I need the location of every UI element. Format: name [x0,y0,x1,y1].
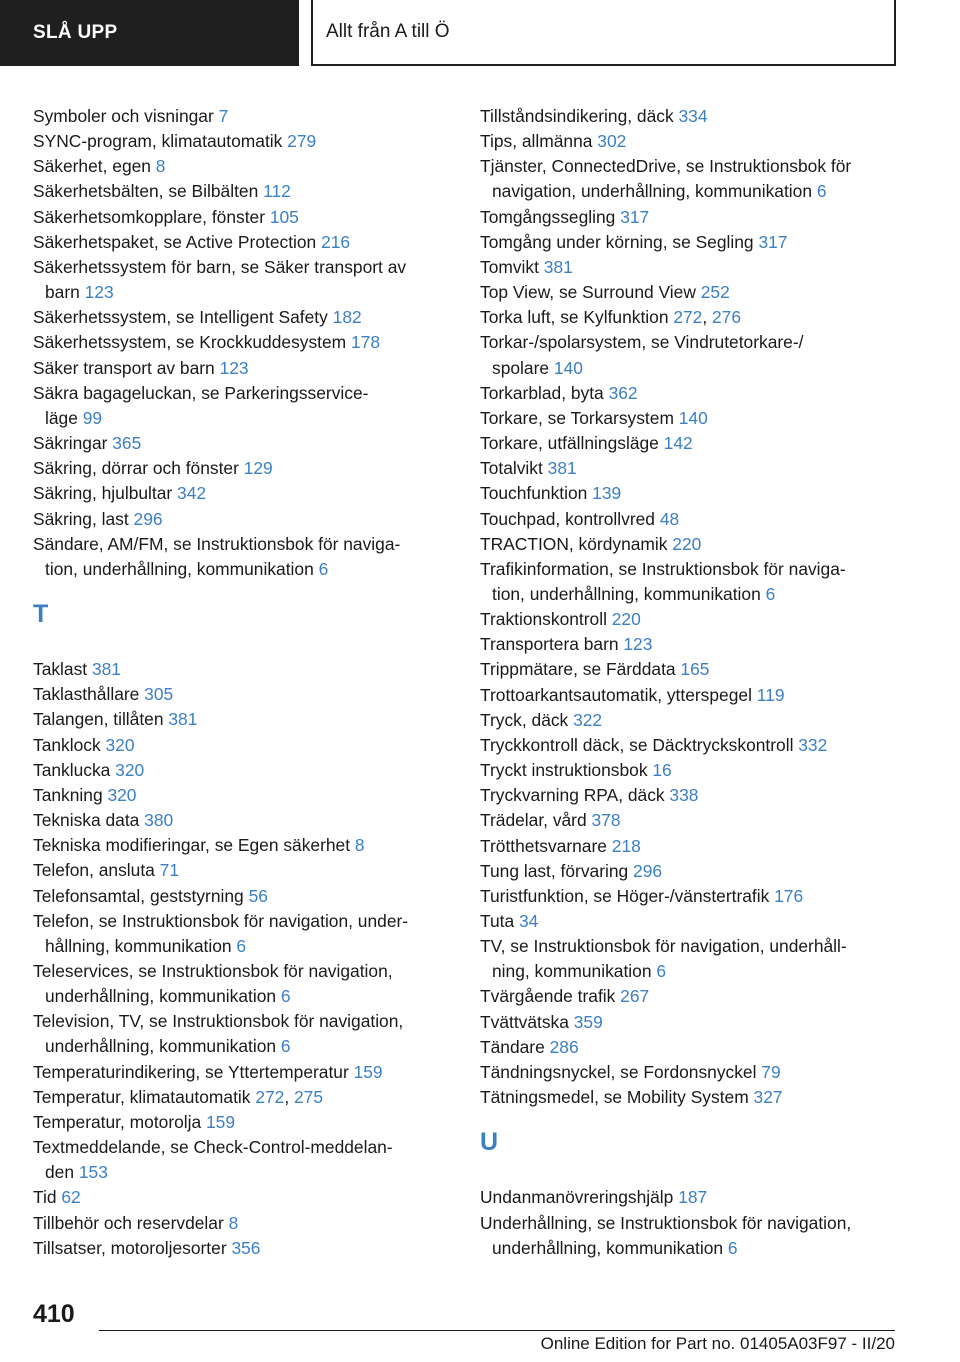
index-entry [33,129,463,154]
index-entry [33,255,463,305]
index-entry [33,682,463,707]
page-reference-link[interactable]: 334 [678,106,708,126]
index-letter-heading: U [480,1128,499,1157]
index-entry [33,305,463,330]
index-entry [480,255,910,280]
index-entry [480,456,910,481]
page-reference-link[interactable]: 62 [61,1187,81,1208]
index-entry-text: Tanklucka [33,759,116,780]
index-entry [33,1110,463,1135]
page-reference-link[interactable]: 286 [549,1036,579,1057]
index-entry-text: Tryckvarning RPA, däck [480,785,670,806]
index-entry [480,104,910,129]
index-entry-text: Trädelar, vård [480,810,592,831]
page-reference-link[interactable]: 296 [133,508,163,529]
index-entry-text: Torka luft, se Kylfunktion [480,307,674,328]
index-entry-text: underhållning, kommunikation [45,1036,281,1057]
index-entry-text: ning, kommunikation [492,961,657,982]
index-entry-text: Tid [33,1187,62,1208]
page-number: 410 [33,1300,75,1328]
page-reference-link[interactable]: 34 [518,911,539,931]
index-entry-text: Trafikinformation, se Instruktionsbok för naviga- [480,558,846,579]
page-reference-link[interactable]: 139 [592,483,622,504]
index-entry [480,481,910,506]
index-entry-text: navigation, underhållning, kommunikation [492,181,817,202]
index-entry [480,859,910,884]
index-entry-text: barn [45,282,85,303]
index-entry-text: Trippmätare, se Färddata [480,659,681,680]
index-entry [480,808,910,833]
page-reference-link[interactable]: 338 [669,785,699,806]
page-reference-link[interactable]: 6 [816,181,827,202]
index-entry-text: Symboler och visningar [33,106,219,126]
page-reference-link[interactable]: 378 [591,810,621,831]
index-entry [33,1009,463,1059]
index-entry [480,280,910,305]
index-entry-text: Säkerhet, egen [33,156,156,177]
index-entry-text: TV, se Instruktionsbok för navigation, underhåll- [480,936,847,957]
page-reference-link[interactable]: 327 [753,1087,783,1108]
index-entry [33,456,463,481]
index-entry-text: Tillbehör och reservdelar [33,1212,229,1233]
page-reference-link[interactable]: 6 [280,1036,291,1057]
index-entry-text: underhållning, kommunikation [492,1237,728,1258]
index-entry [33,330,463,355]
index-entry-text: Tryckt instruktionsbok [480,760,653,781]
page-reference-link[interactable]: 48 [659,508,680,529]
index-entry-text: Tomgång under körning, se Segling [480,231,759,252]
index-entry-text: Tillsatser, motoroljesorter [33,1237,232,1258]
index-entry [33,833,463,858]
index-entry-text: tion, underhållning, kommunikation [492,583,766,604]
index-entry-text: Underhållning, se Instruktionsbok för navigation, [480,1212,852,1233]
index-entry-text: tion, underhållning, kommunikation [45,558,319,579]
index-entry-text: Säkerhetsbälten, se Bilbälten [33,181,264,202]
page-reference-link[interactable]: 6 [280,986,291,1007]
index-entry-text: Trottoarkantsautomatik, ytterspegel [480,684,757,705]
page-reference-link[interactable]: 140 [553,357,583,378]
page-reference-link[interactable]: 362 [608,382,638,403]
index-entry [480,532,910,557]
index-entry-text: Telefon, ansluta [33,860,160,881]
page-reference-link[interactable]: 142 [663,433,693,454]
index-entry-text: Säkring, dörrar och fönster [33,458,244,479]
index-entry [33,858,463,883]
index-entry [33,481,463,506]
section-tab: SLÅ UPP [0,0,299,66]
index-entry-text: Talangen, tillåten [33,709,169,730]
index-entry-text: Tung last, förvaring [480,860,634,881]
index-entry-text: Turistfunktion, se Höger-/vänstertrafik [480,885,775,906]
index-entry [33,783,463,808]
index-entry-text: Tryckkontroll däck, se Däcktryckskontroll [480,734,799,755]
page-reference-link[interactable]: 342 [177,483,207,504]
index-entry [33,707,463,732]
index-column-right [480,104,910,1261]
page-reference-link[interactable]: 8 [354,835,365,856]
index-entry [480,657,910,682]
index-entry-text: Tankning [33,784,108,805]
index-entry [33,1135,463,1185]
page-reference-link[interactable]: 56 [248,885,268,906]
index-entry-text: Sändare, AM/FM, se Instruktionsbok för naviga- [33,533,401,554]
page-reference-link[interactable]: 220 [672,533,702,554]
index-entry-text: Tekniska data [33,810,145,831]
index-entry [33,356,463,381]
index-entry [480,934,910,984]
index-entry-text: Säkerhetsomkopplare, fönster [33,206,270,227]
index-entry-text: Undanmanövreringshjälp [480,1187,679,1208]
index-entry [480,632,910,657]
index-entry [480,557,910,607]
index-entry-text: Touchpad, kontrollvred [480,508,660,529]
index-entry [480,607,910,632]
footer-edition: Online Edition for Part no. 01405A03F97 - II/20 [540,1334,895,1353]
index-entry-text: Television, TV, se Instruktionsbok för navigation, [33,1011,404,1032]
page-reference-link[interactable]: 279 [287,131,317,152]
index-entry [33,104,463,129]
page-reference-link[interactable]: 8 [228,1212,239,1233]
index-entry [33,431,463,456]
index-entry [33,1185,463,1210]
index-entry-text: TRACTION, kördynamik [480,533,673,554]
page-reference-link[interactable]: 380 [144,810,174,831]
index-entry [480,1211,910,1261]
page-reference-link[interactable]: 99 [82,407,103,428]
index-entry [33,1236,463,1261]
page-reference-link[interactable]: 275 [294,1086,324,1107]
page-reference-link[interactable]: 123 [84,282,114,303]
index-entry [480,205,910,230]
index-entry-text: Tvättvätska [480,1011,574,1032]
index-entry-text: Taklast [33,659,92,680]
page-reference-link[interactable]: 302 [597,131,627,152]
index-entry [480,834,910,859]
index-entry-text: Tvärgående trafik [480,986,621,1007]
index-letter-heading: T [33,599,49,628]
page-reference-link[interactable]: 6 [236,935,247,956]
page-reference-link[interactable]: 159 [206,1111,236,1132]
page-reference-link[interactable]: 6 [765,583,776,604]
page-reference-link[interactable]: 272 [673,307,703,328]
index-entry-text: Säkring, last [33,508,134,529]
page-reference-link[interactable]: 320 [107,784,137,805]
page-reference-link[interactable]: 123 [623,634,653,655]
index-entry [480,431,910,456]
index-entry [33,909,463,959]
index-entry [480,1060,910,1085]
index-entry-text: Säker transport av barn [33,357,220,378]
index-entry-text: Tomgångssegling [480,206,621,227]
page-reference-link[interactable]: 356 [231,1237,261,1258]
index-entry [33,733,463,758]
index-entry-text: SYNC-program, klimatautomatik [33,131,288,152]
index-entry [33,959,463,1009]
index-entry [480,1010,910,1035]
page-reference-link[interactable]: 320 [105,734,135,755]
index-entry-text: Tanklock [33,734,106,755]
page-reference-link[interactable]: 182 [332,307,362,328]
page-reference-link[interactable]: 176 [774,885,804,906]
index-entry-text: Textmeddelande, se Check-Control-meddelan- [33,1137,393,1158]
page-reference-link[interactable]: 305 [144,684,174,705]
index-entry-text: Traktionskontroll [480,609,612,630]
page-reference-link[interactable]: 359 [573,1011,603,1032]
page-reference-link[interactable]: 159 [353,1061,383,1082]
index-entry-text: Top View, se Surround View [480,282,701,303]
page-reference-link[interactable]: 216 [321,231,351,252]
page-reference-link[interactable]: 218 [611,835,641,856]
page-reference-link[interactable]: 16 [652,760,672,781]
index-entry [480,783,910,808]
index-entry-text: Trötthetsvarnare [480,835,612,856]
index-entry-text: Tätningsmedel, se Mobility System [480,1087,754,1108]
index-entry-text: Tändningsnyckel, se Fordonsnyckel [480,1061,762,1082]
page-reference-link[interactable]: 381 [547,458,577,479]
page-reference-link[interactable]: 267 [620,986,650,1007]
footer-divider [99,1330,895,1331]
index-entry [480,129,910,154]
page-reference-link[interactable]: 187 [678,1187,708,1208]
page-reference-link[interactable]: 140 [678,407,708,428]
page-reference-link[interactable]: 381 [543,256,573,277]
page-reference-link[interactable]: 317 [620,206,650,227]
chapter-title: Allt från A till Ö [311,0,896,66]
index-entry [33,1060,463,1085]
index-entry-text: Säkring, hjulbultar [33,483,178,504]
index-entry [33,657,463,682]
index-entry [480,683,910,708]
index-entry-text: Säkerhetssystem, se Krockkuddesystem [33,332,351,353]
index-entry [33,230,463,255]
index-entry-text: Tändare [480,1036,550,1057]
index-entry-text: spolare [492,357,554,378]
index-entry-text: Telefon, se Instruktionsbok för navigation, under- [33,910,409,931]
index-entry [480,507,910,532]
index-entry [33,884,463,909]
index-entry [480,406,910,431]
index-entry [33,532,463,582]
page-reference-link[interactable]: 6 [727,1237,738,1258]
page-reference-link[interactable]: 165 [680,659,710,680]
index-entry-text: Tryck, däck [480,709,574,730]
index-entry-text: Tuta [480,911,519,931]
index-entry-text: Temperatur, motorolja [33,1111,207,1132]
index-entry [33,381,463,431]
index-entry [480,758,910,783]
page-reference-link[interactable]: 6 [656,961,666,982]
index-entry-text: hållning, kommunikation [45,935,237,956]
index-entry-text: Tekniska modifieringar, se Egen säkerhet [33,835,355,856]
page-reference-link[interactable]: 123 [219,357,249,378]
page-reference-link[interactable]: 381 [168,709,198,730]
index-entry-text: Tillståndsindikering, däck [480,106,679,126]
index-column-left [33,104,463,1261]
index-entry [480,884,910,909]
page-reference-link[interactable]: 332 [798,734,828,755]
index-entry-text: Torkar-/spolarsystem, se Vindrutetorkare-/ [480,332,804,353]
index-entry [480,1185,910,1210]
index-entry [33,507,463,532]
index-entry-text: Temperaturindikering, se Yttertemperatur [33,1061,354,1082]
index-entry [33,1211,463,1236]
page-reference-link[interactable]: 296 [633,860,663,881]
page-reference-link[interactable]: 8 [155,156,166,177]
index-entry-text: Taklasthållare [33,684,145,705]
index-entry [480,230,910,255]
index-entry [480,154,910,204]
index-entry-text: Säkerhetspaket, se Active Protection [33,231,322,252]
index-entry-text: Telefonsamtal, geststyrning [33,885,249,906]
index-entry-text: Säkerhetssystem för barn, se Säker transport av [33,256,407,277]
index-entry-text: Tips, allmänna [480,131,598,152]
page-reference-link[interactable]: 105 [269,206,299,227]
page-reference-link[interactable]: 129 [243,458,273,479]
index-entry [480,381,910,406]
page-header [0,0,960,66]
page-reference-link[interactable]: 119 [756,684,785,705]
index-entry [480,984,910,1009]
page-reference-link[interactable]: 79 [761,1061,781,1082]
page-reference-link[interactable]: 178 [350,332,380,353]
page-reference-link[interactable]: 276 [712,307,742,328]
index-entry [33,154,463,179]
index-entry: Torka luft, se Kylfunktion 272, 276 [480,307,742,328]
index-entry-text: Teleservices, se Instruktionsbok för navigation, [33,960,393,981]
index-entry-text: Säkringar [33,433,113,454]
index-entry-text: läge [45,407,83,428]
page-reference-link[interactable]: 153 [78,1162,108,1183]
index-entry-text: Torkarblad, byta [480,382,609,403]
index-entry-text: Totalvikt [480,458,548,479]
page-reference-link[interactable]: 6 [318,558,329,579]
page-reference-link[interactable]: 320 [115,759,145,780]
index-entry-text: underhållning, kommunikation [45,986,281,1007]
index-entry [33,179,463,204]
page-reference-link[interactable]: 272 [255,1086,285,1107]
page-reference-link[interactable]: 381 [91,659,121,680]
index-entry-text: Säkerhetssystem, se Intelligent Safety [33,307,333,328]
page-reference-link[interactable]: 365 [112,433,142,454]
index-entry [480,909,910,934]
index-entry [33,758,463,783]
index-entry-text: den [45,1162,79,1183]
index-entry [33,205,463,230]
index-entry-text: Tjänster, ConnectedDrive, se Instruktionsbok för [480,156,852,177]
page-reference-link[interactable]: 252 [700,282,730,303]
index-entry [480,1035,910,1060]
index-entry [480,708,910,733]
index-entry: Temperatur, klimatautomatik 272, 275 [33,1086,324,1107]
index-entry-text: Torkare, se Torkarsystem [480,407,679,428]
index-entry-text: Säkra bagageluckan, se Parkeringsservice- [33,382,369,403]
page-reference-link[interactable]: 317 [758,231,788,252]
index-entry [480,1085,910,1110]
index-entry-text: Torkare, utfällningsläge [480,433,664,454]
index-entry-text: Tomvikt [480,256,544,277]
page-reference-link[interactable]: 7 [218,106,229,126]
index-entry [480,330,910,380]
page-reference-link[interactable]: 71 [159,860,179,881]
index-entry [33,808,463,833]
index-entry-text: Transportera barn [480,634,624,655]
index-entry-text: Touchfunktion [480,483,593,504]
page-reference-link[interactable]: 220 [611,609,641,630]
index-entry [480,733,910,758]
page-reference-link[interactable]: 322 [573,709,603,730]
index-entry-text: Temperatur, klimatautomatik [33,1086,256,1107]
page-reference-link[interactable]: 112 [263,181,291,202]
